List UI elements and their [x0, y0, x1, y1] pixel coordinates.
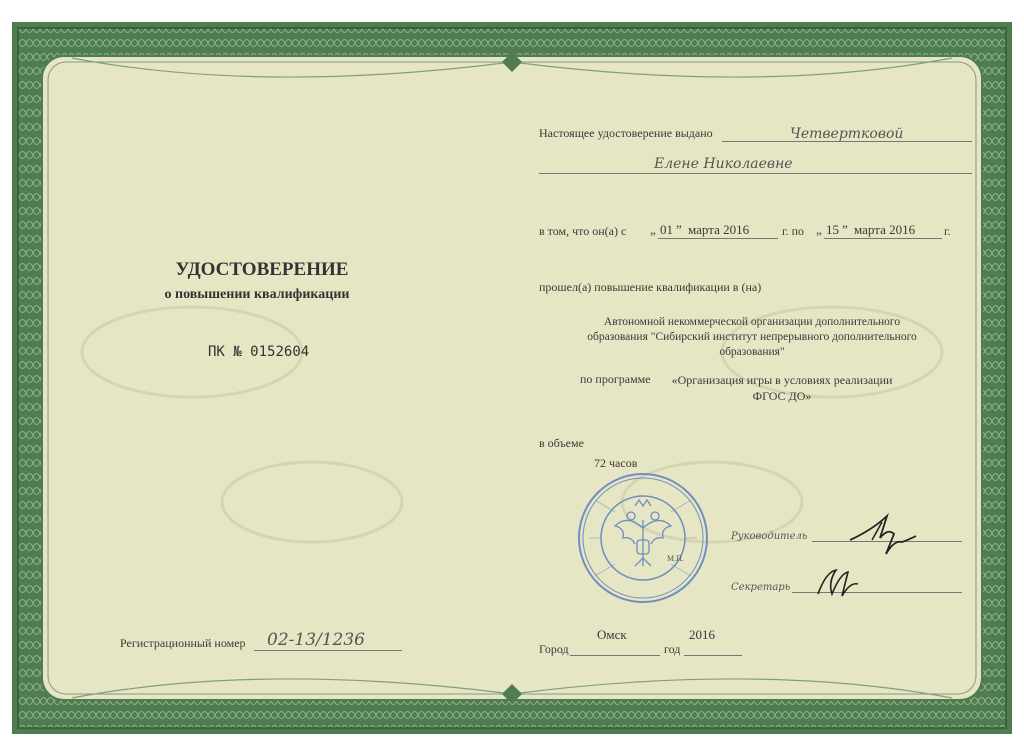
- recipient-surname: Четвертковой: [790, 126, 904, 142]
- quote-open-2: „: [816, 222, 822, 237]
- end-month-year: марта 2016: [854, 222, 916, 237]
- certificate-number: 0152604: [250, 344, 310, 360]
- certificate-subtitle: о повышении квалификации: [164, 287, 350, 302]
- org-line: образования "Сибирский институт непрерывного дополнительного: [587, 331, 917, 343]
- registration-value: 02-13/1236: [267, 630, 365, 650]
- city-value: Омск: [597, 627, 627, 642]
- certificate-title: УДОСТОВЕРЕНИЕ: [175, 259, 349, 280]
- registration-label: Регистрационный номер: [120, 636, 246, 650]
- start-date-underline: [658, 238, 778, 239]
- period-prefix: в том, что он(а) с: [539, 224, 627, 238]
- year-underline: [684, 655, 742, 656]
- program-prefix: по программе: [580, 372, 651, 386]
- volume-value: 72 часов: [594, 456, 638, 470]
- program-block: [652, 372, 912, 404]
- registration-underline: [254, 650, 402, 651]
- city-label: Город: [539, 642, 569, 656]
- secretary-signature-icon: [812, 562, 872, 602]
- org-line: образования": [719, 346, 785, 358]
- quote-open-1: „: [650, 222, 656, 237]
- program-line: «Организация игры в условиях реализации: [671, 373, 893, 387]
- quote-close-2: ”: [842, 222, 848, 237]
- year-value: 2016: [689, 627, 715, 642]
- certificate-number-line: [208, 344, 309, 360]
- mp-label: М.П.: [667, 554, 684, 563]
- start-month-year: марта 2016: [688, 222, 750, 237]
- year-label: год: [664, 642, 681, 656]
- head-signature-icon: [842, 510, 922, 560]
- end-day: 15: [826, 222, 839, 237]
- name-underline: [539, 173, 972, 174]
- certificate: [12, 22, 1012, 734]
- start-day: 01: [660, 222, 673, 237]
- organization-block: [552, 315, 952, 360]
- series-code: ПК: [208, 344, 225, 360]
- head-label: Руководитель: [731, 531, 808, 542]
- g-end-label: г.: [944, 224, 951, 238]
- city-underline: [570, 655, 660, 656]
- passed-label: прошел(а) повышение квалификации в (на): [539, 280, 762, 294]
- number-sign: №: [233, 344, 242, 360]
- end-date-underline: [824, 238, 942, 239]
- issued-label: Настоящее удостоверение выдано: [539, 126, 713, 140]
- secretary-label: Секретарь: [731, 582, 791, 593]
- program-line: ФГОС ДО»: [752, 389, 812, 403]
- volume-label: в объеме: [539, 436, 584, 450]
- org-line: Автономной некоммерческой организации дополнительного: [603, 316, 901, 328]
- official-seal-icon: [575, 470, 711, 606]
- quote-close-1: ”: [676, 222, 682, 237]
- g-po-label: г. по: [782, 224, 804, 238]
- recipient-name: Елене Николаевне: [654, 156, 793, 172]
